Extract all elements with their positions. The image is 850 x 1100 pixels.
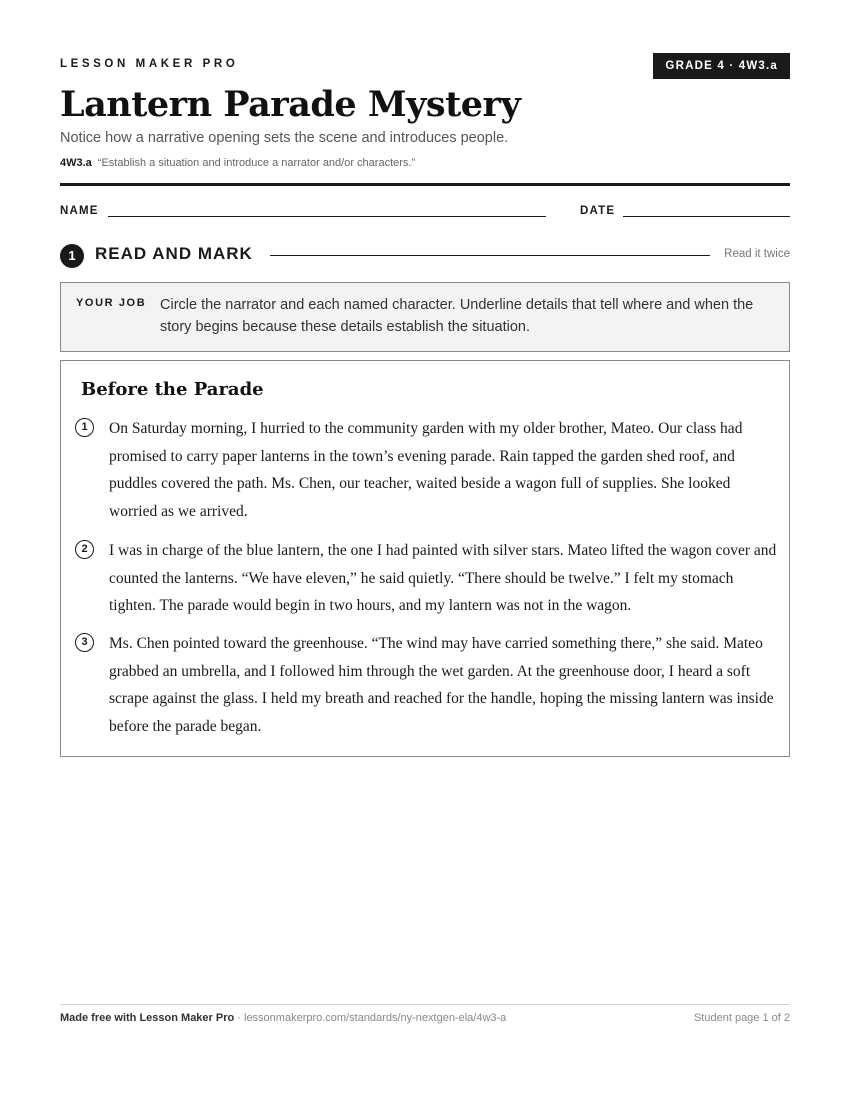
standard-code: 4W3.a <box>60 157 92 169</box>
job-text: Circle the narrator and each named character. Underline details that tell where and when the story begins because these details establish the situation. <box>160 297 754 335</box>
paragraph-text: Ms. Chen pointed toward the greenhouse. “The wind may have carried something there,” she said. Mateo grabbed an umbrella, and I followed him through the wet garden. At the greenhouse door, I heard a soft scrape against the glass. I held my breath and reached for the handle, hoping the missing lantern was inside before the parade began. <box>109 635 774 735</box>
footer-url[interactable]: · lessonmakerpro.com/standards/ny-nextgen-ela/4w3-a <box>234 1012 507 1024</box>
step-number-badge: 1 <box>60 244 84 268</box>
reading-passage-box <box>60 360 790 757</box>
footer-credit: Made free with Lesson Maker Pro <box>60 1012 235 1024</box>
paragraph-number: 1 <box>75 418 94 437</box>
paragraph-text: On Saturday morning, I hurried to the community garden with my older brother, Mateo. Our class had promised to carry paper lanterns in the town’s evening parade. Rain tapped the garden shed roof, and puddles covered the path. Ms. Chen, our teacher, waited beside a wagon full of supplies. She looked worried as we arrived. <box>109 420 743 520</box>
paragraph-number: 2 <box>75 540 94 559</box>
date-field[interactable] <box>623 216 790 217</box>
paragraph-text: I was in charge of the blue lantern, the one I had painted with silver stars. Mateo lifted the wagon cover and counted the lanterns. “We have eleven,” he said quietly. “There should be twelve.” I felt my stomach tighten. The parade would begin in two hours, and my lantern was not in the wagon. <box>109 542 777 614</box>
page-title: Lantern Parade Mystery <box>60 84 521 125</box>
standard-line <box>60 157 415 169</box>
page-subtitle: Notice how a narrative opening sets the scene and introduces people. <box>60 130 509 146</box>
grade-badge: GRADE 4 · 4W3.a <box>653 53 790 79</box>
paragraph-number: 3 <box>75 633 94 652</box>
page-indicator: Student page 1 of 2 <box>693 1012 790 1024</box>
worksheet-page <box>60 0 790 1100</box>
job-label: YOUR JOB <box>76 297 147 309</box>
brand-name: LESSON MAKER PRO <box>60 58 239 70</box>
name-label: NAME <box>60 205 99 217</box>
footer-divider <box>60 1004 790 1005</box>
section-title: READ AND MARK <box>95 244 253 263</box>
job-instructions-box <box>60 282 790 352</box>
section-note: Read it twice <box>724 248 790 260</box>
date-label: DATE <box>580 205 616 217</box>
passage-title: Before the Parade <box>81 379 264 400</box>
section-rule <box>270 255 710 256</box>
standard-text: “Establish a situation and introduce a narrator and/or characters.” <box>97 157 416 169</box>
header-divider <box>60 183 790 186</box>
section-heading <box>60 243 790 269</box>
footer-credit-line <box>60 1012 506 1024</box>
name-field[interactable] <box>108 216 546 217</box>
